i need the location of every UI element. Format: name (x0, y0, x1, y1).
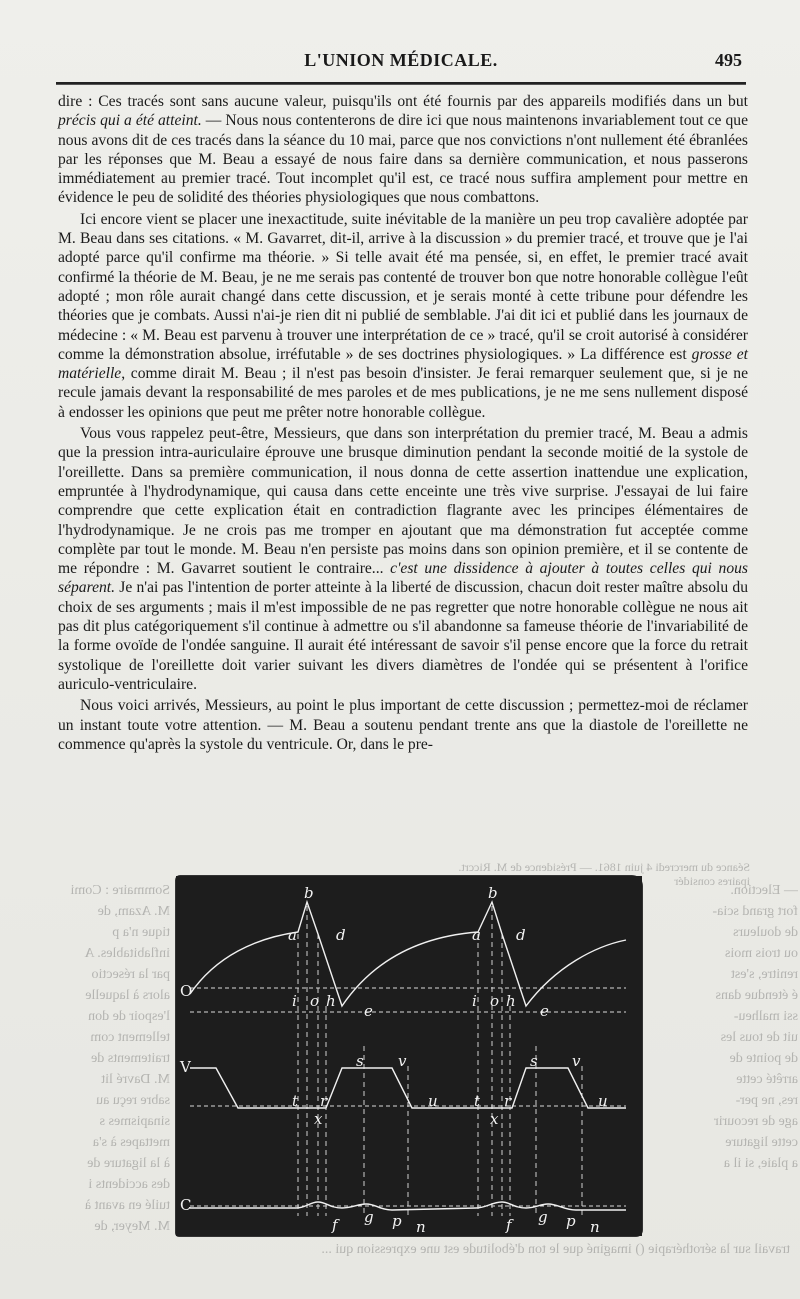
bleed-line: tellement com (90, 1030, 170, 1045)
label-u: u (428, 1092, 438, 1110)
label-g-2: g (538, 1208, 548, 1226)
bleed-line: M. Azam, de (97, 904, 170, 919)
label-v: v (398, 1052, 407, 1070)
label-a: a (288, 926, 297, 944)
bleed-line: ou trois mois (724, 946, 798, 961)
bleed-line: uit de tous les (720, 1030, 798, 1045)
label-d: d (336, 926, 346, 944)
bleed-through-right (648, 880, 798, 1174)
bleed-line: é étendue dans (715, 988, 798, 1003)
bleed-line: Sommaire : Comi (70, 883, 170, 898)
label-C: C (180, 1196, 192, 1214)
label-s-2: s (530, 1052, 538, 1070)
bleed-line: des accidents i (88, 1177, 170, 1192)
bleed-line: a plaie, si il a (723, 1156, 798, 1171)
label-g: g (364, 1208, 374, 1226)
label-v-2: v (572, 1052, 581, 1070)
running-title: L'UNION MÉDICALE. (304, 50, 498, 70)
label-s: s (356, 1052, 364, 1070)
paragraph (58, 696, 748, 754)
italic-segment: précis qui a été atteint. (58, 112, 202, 130)
text-segment: — Nous nous contenterons de dire ici que nous maintenons invariablement tout ce que nous avons dit de ces tracés dans la séance du 10 mai, parce que nos convictions n'ont nullement été ébranlées par les réponses que M. Beau a essayé de nous faire dans sa dernière communication, et nous passerons immédiatement au premier tracé. Tout incomplet qu'il est, ce tracé nous suffira amplement pour mettre en évidence le peu de solidité des théories physiologiques que nous combattons. (58, 112, 748, 207)
label-f-2: f (506, 1216, 512, 1234)
italic-segment: c'est une dissidence à ajouter à toutes celles qui nous séparent. (58, 560, 748, 597)
label-e-2: e (540, 1002, 549, 1020)
italic-segment: grosse et matérielle (58, 345, 749, 383)
text-segment: Vous vous rappelez peut-être, Messieurs, que dans son interprétation du premier tracé, M. Beau a admis que la pression intra-auriculaire éprouve une brusque diminution pendant la seconde moitié de la systole de l'oreillette. Dans sa première communication, il nous donna de cette assertion inattendue une explication, empruntée à l'hydrodynamique, qui causa dans cette enceinte une très vive surprise. J'essayai de lui faire comprendre que cette explication était en contradiction flagrante avec les principes élémentaires de l'hydrodynamique. Je ne crois pas me tromper en ajoutant que ma démonstration fut acceptée comme complète par tout le monde. M. Beau n'en persiste pas moins dans son opinion première, et il se contente de me répondre : M. Gavarret soutient le contraire... (58, 425, 748, 578)
text-segment: Je n'ai pas l'intention de porter atteinte à la liberté de discussion, chacun doit rester maître absolu du choix de ses arguments ; mais il m'est impossible de ne pas regretter que notre honorable collègue ne nous ait pas dit plus catégoriquement s'il continue à admettre ou s'il abandonne sa fameuse théorie de l'invariabilité de la forme ovoïde de l'ondée sanguine. Il aurait été intéressant de savoir s'il pense encore que la force du retrait systolique de l'oreillette doit varier suivant les divers diamètres de l'ondée qui se présentent à l'orifice auriculo-ventriculaire. (58, 579, 748, 693)
label-o-2: o (490, 992, 500, 1010)
bleed-line: Séance du mercredi 4 juin 1861. — Présidence de M. Riccrt. (458, 860, 750, 874)
bleed-line: — Election. (730, 883, 798, 898)
label-u-2: u (598, 1092, 608, 1110)
trace-plate (176, 876, 642, 1236)
bleed-line: ssi malheu- (733, 1009, 798, 1024)
label-i-2: i (472, 992, 477, 1010)
bleed-line: fort grand scia- (712, 904, 798, 919)
bleed-line: M. Meyer, de (94, 1219, 170, 1234)
label-O: O (180, 982, 193, 1000)
label-d-2: d (516, 926, 526, 944)
text-segment: dire : Ces tracés sont sans aucune valeur, puisqu'ils ont été fournis par des appareils modifiés dans un but (58, 93, 748, 110)
bleed-line: ipaires considér (674, 874, 750, 888)
bleed-line: à la ligature de (87, 1156, 170, 1171)
label-t: t (292, 1092, 299, 1110)
header-rule (56, 82, 746, 85)
label-a-2: a (472, 926, 481, 944)
label-h: h (326, 992, 336, 1010)
bleed-line: traitements de (91, 1051, 170, 1066)
paragraph (58, 92, 748, 208)
bleed-line: l'espoir de don (88, 1009, 170, 1024)
body-text (58, 92, 748, 756)
bleed-line: cette ligature (725, 1135, 798, 1150)
label-i: i (292, 992, 297, 1010)
page-header (56, 44, 746, 78)
label-t-2: t (474, 1092, 481, 1110)
label-n-2: n (590, 1218, 600, 1236)
label-f: f (332, 1216, 338, 1234)
label-h-2: h (506, 992, 516, 1010)
bleed-line: tique n'a p (112, 925, 170, 940)
bleed-line: arrêté cette (736, 1072, 798, 1087)
text-segment: Ici encore vient se placer une inexactitude, suite inévitable de la manière un peu trop cavalière adoptée par M. Beau dans ses citations. « M. Gavarret, dit-il, arrive à la discussion » du premier tracé, et trouve que je l'ai adopté parce qu'il confirme ma théorie. » Si telle avait été ma pensée, si, en effet, le premier tracé avait confirmé la théorie de M. Beau, je ne me serais pas contenté de trouver bon que notre honorable collègue l'eût adopté ; mon rôle aurait changé dans cette discussion, et je serais monté à cette tribune pour défendre les théories que je combats. Aussi n'ai-je rien dit ni publié de semblable. J'ai dit ici et publié dans les journaux de médecine : « M. Beau est parvenu à trouver une interprétation de ce » tracé, qu'il se croit autorisé à considérer comme la démonstration absolue, irréfutable » de ses doctrines physiologiques. » La différence est (58, 210, 748, 363)
label-b-2: b (488, 884, 498, 902)
bleed-line: sinapismes s (99, 1114, 170, 1129)
label-x: x (314, 1110, 323, 1128)
bleed-line: tuilé en avant à (84, 1198, 170, 1213)
page-number: 495 (715, 50, 742, 70)
cardiac-trace-figure (176, 876, 642, 1236)
bleed-line: renitre, s'est (730, 967, 798, 982)
label-e: e (364, 1002, 373, 1020)
bleed-line: de douleurs (733, 925, 798, 940)
label-b: b (304, 884, 314, 902)
bleed-line: de pointe de (729, 1051, 798, 1066)
bleed-line: mettapes à s'a (92, 1135, 170, 1150)
bleed-line: inflabitables. A (84, 946, 170, 961)
label-V: V (180, 1058, 191, 1076)
text-segment: Nous voici arrivés, Messieurs, au point le plus important de cette discussion ; permettez-moi de réclamer un instant toute votre attention. — M. Beau a soutenu pendant trente ans que la diastole de l'oreillette ne commence qu'après la systole du ventricule. Or, dans le pre- (58, 697, 748, 753)
label-n: n (416, 1218, 426, 1236)
text-segment: , comme dirait M. Beau ; il n'est pas besoin d'insister. Je ferai remarquer seulement que, si je ne recule jamais devant la responsabilité de mes paroles et de mes publications, je ne me sens nullement disposé à endosser les opinions que peut me prêter notre honorable collègue. (58, 365, 748, 421)
bleed-through-left (30, 880, 170, 1237)
label-x-2: x (490, 1110, 499, 1128)
label-r-2: r (504, 1092, 512, 1110)
bleed-line: sabre reçu au (96, 1093, 170, 1108)
label-p-2: p (566, 1212, 576, 1230)
label-p: p (392, 1212, 402, 1230)
bleed-line: M. Davré lit (101, 1072, 170, 1087)
bleed-line: res, ne per- (735, 1093, 798, 1108)
label-o: o (310, 992, 320, 1010)
paragraph (58, 210, 748, 422)
bleed-through-bottom (30, 1240, 790, 1260)
bleed-line: age de recourir (714, 1114, 798, 1129)
paragraph (58, 424, 748, 694)
bleed-line: alors à laquelle (85, 988, 170, 1003)
bleed-line: par la résectio (91, 967, 170, 982)
label-r: r (320, 1092, 328, 1110)
bleed-line: travail sur la sérothérapie () imaginé que le ton d'ébolitude est une expression qui ... (321, 1242, 790, 1257)
